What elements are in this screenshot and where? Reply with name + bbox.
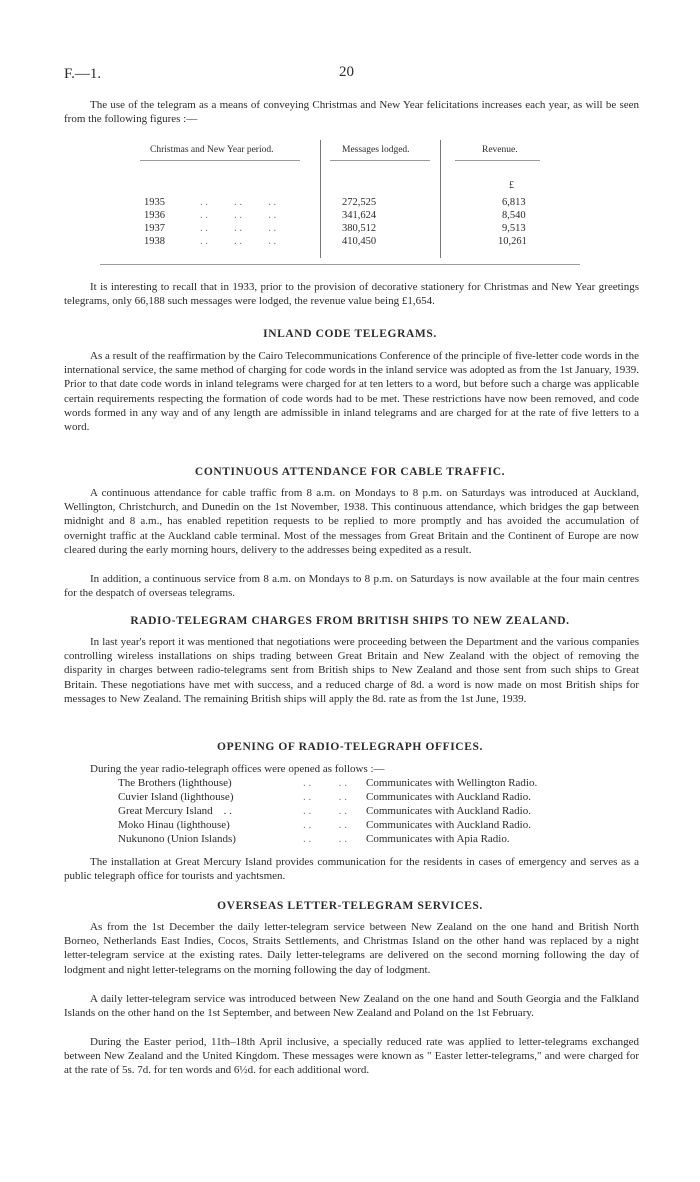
paragraph-cable-traffic: A continuous attendance for cable traffic from 8 a.m. on Mondays to 8 p.m. on Saturdays was introduced at Auckland, Wellington, Christchurch, and Dunedin on the 1st November, 1938. This continuous attendance, which bridges the gap between midnight and 8 a.m., has enabled repetition requests to be replied to more promptly and has avoided the accumulation of overnight traffic at the Auckland cable terminal. Most of the messages from Great Britain and the Continent of Europe are now cleared during the early morning hours, delivery to the addresses being expedited as a result. — [64, 487, 639, 556]
paragraph-radio-charges: In last year's report it was mentioned that negotiations were proceeding between the Department and the various companies controlling wireless installations on ships trading between Great Britain and New Zealand with the object of removing the disparity in charges between radio-telegrams sent from British ships to New Zealand and those sent from such ships to Great Britain. These negotiations have met with success, and a reduced charge of 8d. a word is now made on most British ships for messages to New Zealand. The remaining British ships will apply the 8d. rate as from the 1st June, 1939. — [64, 636, 639, 705]
report-reference: F.—1. — [64, 66, 102, 82]
row-leader-dots: . . . . . . — [200, 197, 277, 208]
office-list-item — [118, 833, 658, 847]
office-leader-dots: . . . . — [303, 819, 347, 831]
office-name: Cuvier Island (lighthouse) — [118, 791, 234, 803]
row-leader-dots: . . . . . . — [200, 236, 277, 247]
row-year: 1935 — [144, 197, 165, 208]
table-header-period: Christmas and New Year period. — [150, 145, 274, 155]
office-leader-dots: . . . . — [303, 791, 347, 803]
row-messages: 380,512 — [342, 223, 377, 234]
row-leader-dots: . . . . . . — [200, 210, 277, 221]
intro-paragraph: The use of the telegram as a means of conveying Christmas and New Year felicitations increases each year, as will be seen from the following figures :— — [64, 99, 639, 126]
row-messages: 272,525 — [342, 197, 377, 208]
table-row — [140, 223, 540, 235]
row-revenue: 10,261 — [498, 236, 527, 247]
row-leader-dots: . . . . . . — [200, 223, 277, 234]
table-row — [140, 210, 540, 222]
paragraph-cable-overseas: In addition, a continuous service from 8 a.m. on Mondays to 8 p.m. on Saturdays is now available at the four main centres for the despatch of overseas telegrams. — [64, 573, 639, 600]
table-header-revenue: Revenue. — [482, 145, 518, 155]
table-row — [140, 197, 540, 209]
office-note: Communicates with Auckland Radio. — [366, 791, 531, 803]
office-note: Communicates with Wellington Radio. — [366, 777, 538, 789]
row-year: 1936 — [144, 210, 165, 221]
paragraph-great-mercury: The installation at Great Mercury Island provides communication for the residents in cases of emergency and serves as a public telegraph office for tourists and yachtsmen. — [64, 856, 639, 883]
office-note: Communicates with Apia Radio. — [366, 833, 510, 845]
paragraph-1933: It is interesting to recall that in 1933, prior to the provision of decorative stationery for Christmas and New Year greetings telegrams, only 66,188 such messages were lodged, the revenue value being £1,654. — [64, 281, 639, 308]
heading-radio-offices: OPENING OF RADIO-TELEGRAPH OFFICES. — [217, 741, 483, 753]
paragraph-overseas-3: During the Easter period, 11th–18th April inclusive, a specially reduced rate was applied to letter-telegrams exchanged between New Zealand and the United Kingdom. These messages were known as " Easter letter-telegrams," and were charged for at the rate of 5s. 7d. for ten words and 6½d. for each additional word. — [64, 1036, 639, 1077]
office-note: Communicates with Auckland Radio. — [366, 819, 531, 831]
table-bottom-rule — [100, 264, 580, 265]
heading-cable-traffic: CONTINUOUS ATTENDANCE FOR CABLE TRAFFIC. — [194, 466, 506, 478]
row-revenue: 8,540 — [502, 210, 526, 221]
office-leader-dots: . . . . — [303, 833, 347, 845]
office-name: Great Mercury Island . . — [118, 805, 232, 817]
revenue-unit: £ — [509, 180, 514, 191]
office-note: Communicates with Auckland Radio. — [366, 805, 531, 817]
paragraph-overseas-2: A daily letter-telegram service was introduced between New Zealand on the one hand and South Georgia and the Falkland Islands on the other hand on the 1st September, and between New Zealand and Poland on the 1st February. — [64, 993, 639, 1020]
table-header-messages: Messages lodged. — [342, 145, 410, 155]
office-name: Moko Hinau (lighthouse) — [118, 819, 230, 831]
office-list-item — [118, 819, 658, 833]
row-revenue: 6,813 — [502, 197, 526, 208]
row-year: 1937 — [144, 223, 165, 234]
table-row — [140, 236, 540, 248]
table-rule — [455, 160, 540, 161]
heading-radio-charges: RADIO-TELEGRAM CHARGES FROM BRITISH SHIPS TO NEW ZEALAND. — [130, 615, 570, 627]
paragraph-inland-code: As a result of the reaffirmation by the Cairo Telecommunications Conference of the principle of five-letter code words in the international service, the same method of charging for code words in the inland service was adopted as from the 1st January, 1939. Prior to that date code words in inland telegrams were charged for at ten letters to a word, but before such a charge was applicable certain requirements respecting the formation of code words had to be met. These restrictions have now been removed, and code words formed in any way and of any length are admissible in inland telegrams and are charged for at the rate of five letters to a word. — [64, 350, 639, 434]
row-messages: 410,450 — [342, 236, 377, 247]
row-messages: 341,624 — [342, 210, 377, 221]
page-number: 20 — [339, 64, 354, 80]
table-rule — [140, 160, 300, 161]
office-leader-dots: . . . . — [303, 777, 347, 789]
office-list-item — [118, 777, 658, 791]
office-name: The Brothers (lighthouse) — [118, 777, 232, 789]
office-list-item — [118, 791, 658, 805]
office-leader-dots: . . . . — [303, 805, 347, 817]
row-year: 1938 — [144, 236, 165, 247]
office-name: Nukunono (Union Islands) — [118, 833, 236, 845]
row-revenue: 9,513 — [502, 223, 526, 234]
table-rule — [330, 160, 430, 161]
heading-inland-code: INLAND CODE TELEGRAMS. — [263, 328, 437, 340]
offices-intro: During the year radio-telegraph offices were opened as follows :— — [90, 763, 385, 775]
christmas-telegram-table — [140, 140, 540, 265]
heading-overseas-letter-telegram: OVERSEAS LETTER-TELEGRAM SERVICES. — [217, 900, 483, 912]
office-list-item — [118, 805, 658, 819]
paragraph-overseas-1: As from the 1st December the daily letter-telegram service between New Zealand on the one hand and British North Borneo, Netherlands East Indies, Cocos, Straits Settlements, and Christmas Island on the other hand was replaced by a night letter-telegram service at the existing rates. Daily letter-telegrams are delivered on the second morning following the day of lodgment and night letter-telegrams on the morning following the day of lodgment. — [64, 921, 639, 976]
